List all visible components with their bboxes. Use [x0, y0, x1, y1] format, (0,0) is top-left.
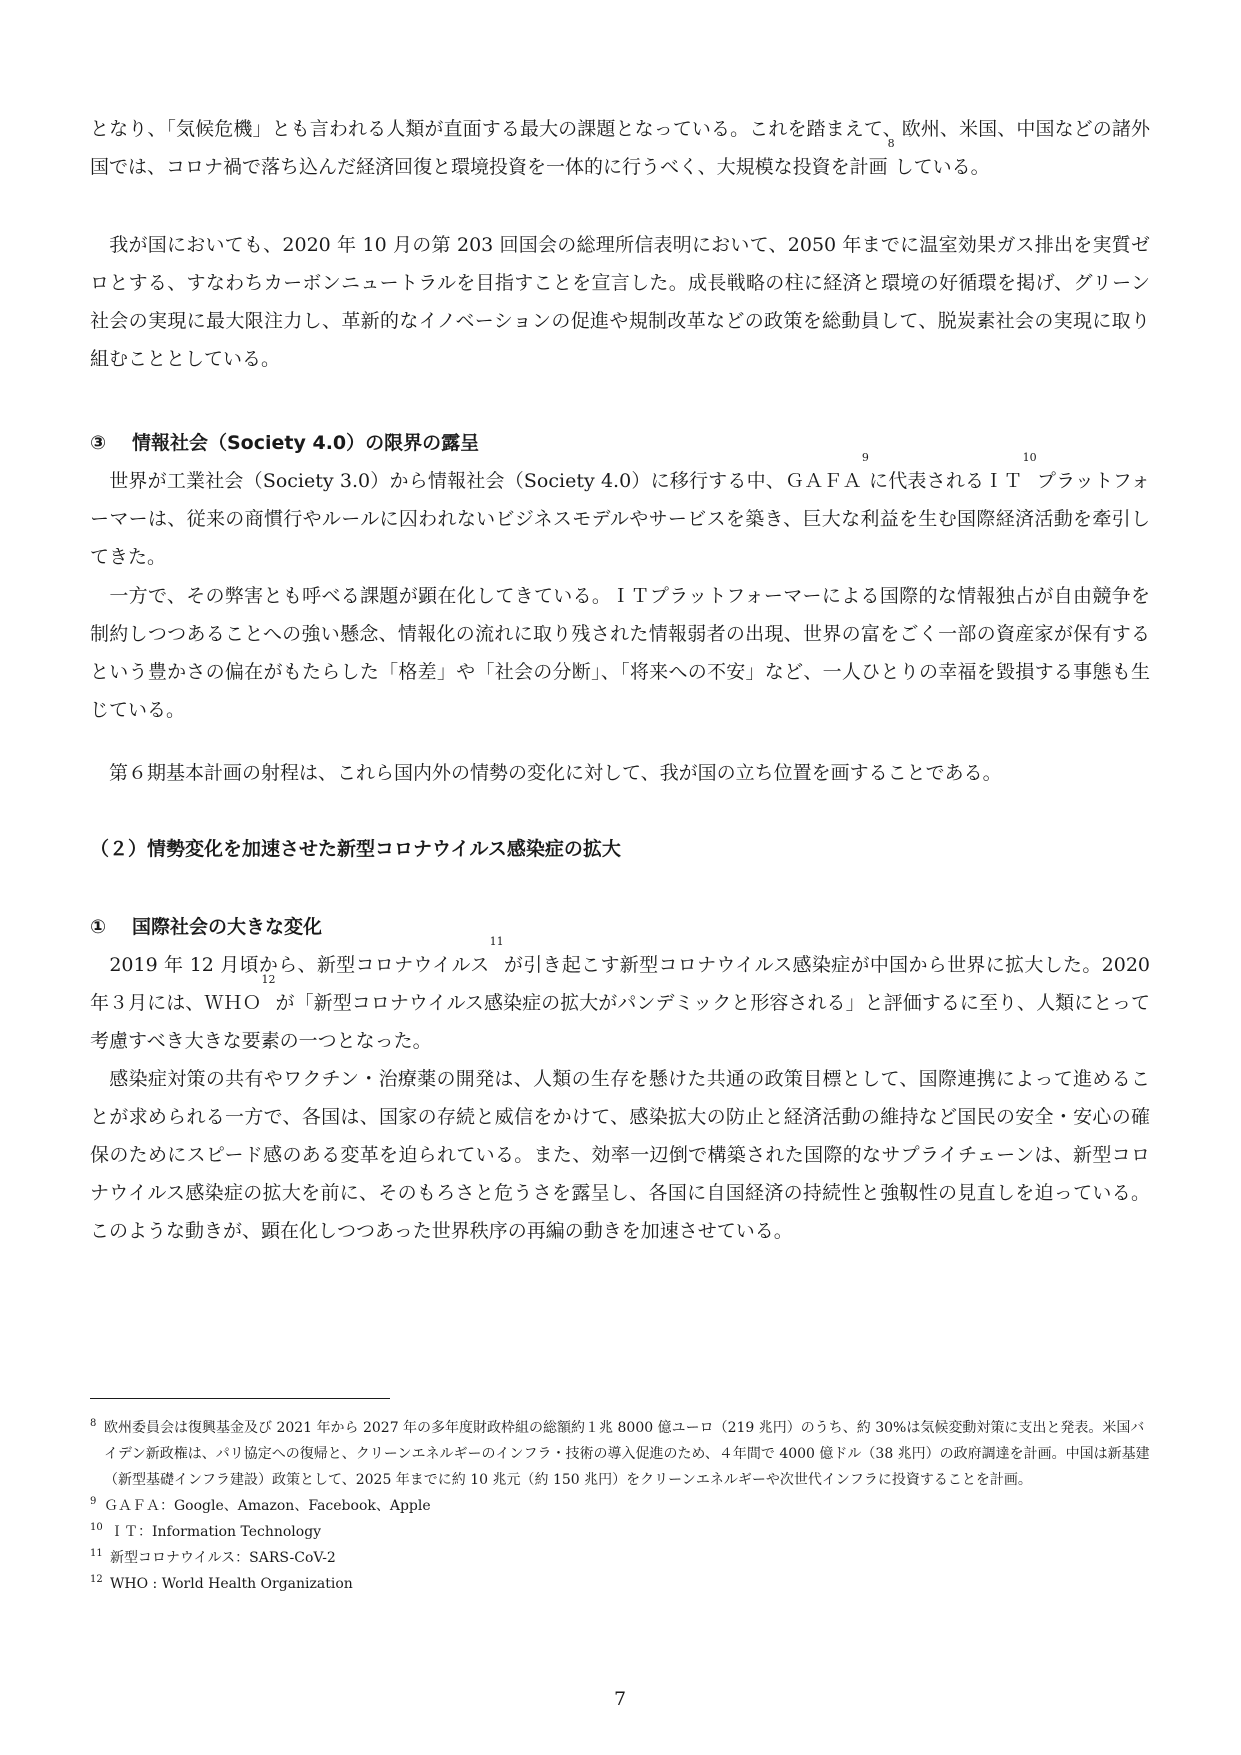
paragraph-covid-spread — [90, 935, 1150, 1060]
footnote-12 — [90, 1571, 1150, 1597]
footnote-ref-9[interactable]: 9 — [861, 451, 869, 464]
subheading-society-4 — [90, 424, 1150, 462]
footnote-10 — [90, 1519, 1150, 1545]
document-page — [90, 0, 1150, 1755]
footnote-text: 欧州委員会は復興基金及び 2021 年から 2027 年の多年度財政枠組の総額約１兆 8000 億ユーロ（219 兆円）のうち、約 30%は気候変動対策に支出と発表。米国バイデン新政権は、パリ協定への復帰と、クリーンエネルギーのインフラ・技術の導入促進のため、４年間で 4000 億ドル（38 兆円）の政府調達を計画。中国は新基建（新型基礎インフラ建設）政策として、2025 年までに約 10 兆元（約 150 兆円）をクリーンエネルギーや次世代インフラに投資することを計画。 — [104, 1420, 1150, 1488]
footnote-8 — [90, 1415, 1150, 1493]
section-heading-covid: （２）情勢変化を加速させた新型コロナウイルス感染症の拡大 — [90, 838, 621, 860]
paragraph-scope: 第６期基本計画の射程は、これら国内外の情勢の変化に対して、我が国の立ち位置を画することである。 — [90, 762, 1002, 784]
paragraph-climate-crisis — [90, 110, 1150, 186]
footnote-text: 新型コロナウイルス：SARS-CoV-2 — [110, 1550, 336, 1566]
paragraph-text: している。 — [894, 156, 990, 178]
footnote-ref-12[interactable]: 12 — [261, 973, 276, 986]
subheading-number: ① — [90, 916, 107, 938]
paragraph-information-society — [90, 451, 1150, 576]
subheading-number: ③ — [90, 432, 107, 454]
footnote-text: ＧＡＦＡ：Google、Amazon、Facebook、Apple — [104, 1498, 431, 1514]
subheading-text: 情報社会（Society 4.0）の限界の露呈 — [132, 432, 480, 454]
footnote-number: 9 — [90, 1496, 97, 1507]
paragraph-text: プラットフォーマーは、従来の商慣行やルールに囚われないビジネスモデルやサービスを築き、巨大な利益を生む国際経済活動を牽引してきた。 — [90, 470, 1150, 568]
footnote-divider — [90, 1398, 390, 1399]
subheading-text: 国際社会の大きな変化 — [132, 916, 323, 938]
footnote-ref-11[interactable]: 11 — [489, 935, 504, 948]
footnotes — [90, 1415, 1150, 1597]
page-number: 7 — [613, 1688, 627, 1710]
footnote-number: 10 — [90, 1522, 103, 1533]
footnote-11 — [90, 1545, 1150, 1571]
footnote-ref-8[interactable]: 8 — [887, 137, 895, 150]
paragraph-text: が「新型コロナウイルス感染症の拡大がパンデミックと形容される」と評価するに至り、人類にとって考慮すべき大きな要素の一つとなった。 — [90, 992, 1150, 1052]
footnote-number: 11 — [90, 1548, 103, 1559]
paragraph-carbon-neutral: 我が国においても、2020 年 10 月の第 203 回国会の総理所信表明において、2050 年までに温室効果ガス排出を実質ゼロとする、すなわちカーボンニュートラルを目指すことを宣言した。成長戦略の柱に経済と環境の好循環を掲げ、グリーン社会の実現に最大限注力し、革新的なイノベーションの促進や規制改革などの政策を総動員して、脱炭素社会の実現に取り組むこととしている。 — [90, 234, 1150, 370]
paragraph-text: となり、「気候危機」とも言われる人類が直面する最大の課題となっている。これを踏まえて、欧州、米国、中国などの諸外国では、コロナ禍で落ち込んだ経済回復と環境投資を一体的に行うべく、大規模な投資を計画 — [90, 118, 1150, 178]
footnote-text: ＩＴ：Information Technology — [110, 1524, 322, 1540]
paragraph-text: が引き起こす新型コロナウイルス感染症が中国から世界に拡大した。2020 年３月には、ＷＨＯ — [90, 954, 1150, 1014]
footnote-number: 8 — [90, 1418, 97, 1429]
paragraph-text: 2019 年 12 月頃から、新型コロナウイルス — [90, 954, 490, 976]
footnote-ref-10[interactable]: 10 — [1022, 451, 1037, 464]
paragraph-text: に代表されるＩＴ — [868, 470, 1023, 492]
paragraph-countermeasures: 感染症対策の共有やワクチン・治療薬の開発は、人類の生存を懸けた共通の政策目標として、国際連携によって進めることが求められる一方で、各国は、国家の存続と威信をかけて、感染拡大の防止と経済活動の維持など国民の安全・安心の確保のためにスピード感のある変革を迫られている。また、効率一辺倒で構築された国際的なサプライチェーンは、新型コロナウイルス感染症の拡大を前に、そのもろさと危うさを露呈し、各国に自国経済の持続性と強靱性の見直しを迫っている。このような動きが、顕在化しつつあった世界秩序の再編の動きを加速させている。 — [90, 1068, 1150, 1242]
subheading-international-change — [90, 908, 1150, 946]
paragraph-harms: 一方で、その弊害とも呼べる課題が顕在化してきている。ＩＴプラットフォーマーによる国際的な情報独占が自由競争を制約しつつあることへの強い懸念、情報化の流れに取り残された情報弱者の出現、世界の富をごく一部の資産家が保有するという豊かさの偏在がもたらした「格差」や「社会の分断」、「将来への不安」など、一人ひとりの幸福を毀損する事態も生じている。 — [90, 585, 1150, 721]
footnote-number: 12 — [90, 1574, 103, 1585]
paragraph-text: 世界が工業社会（Society 3.0）から情報社会（Society 4.0）に移行する中、ＧＡＦＡ — [90, 470, 862, 492]
footnote-9 — [90, 1493, 1150, 1519]
footnote-text: WHO : World Health Organization — [110, 1576, 353, 1592]
